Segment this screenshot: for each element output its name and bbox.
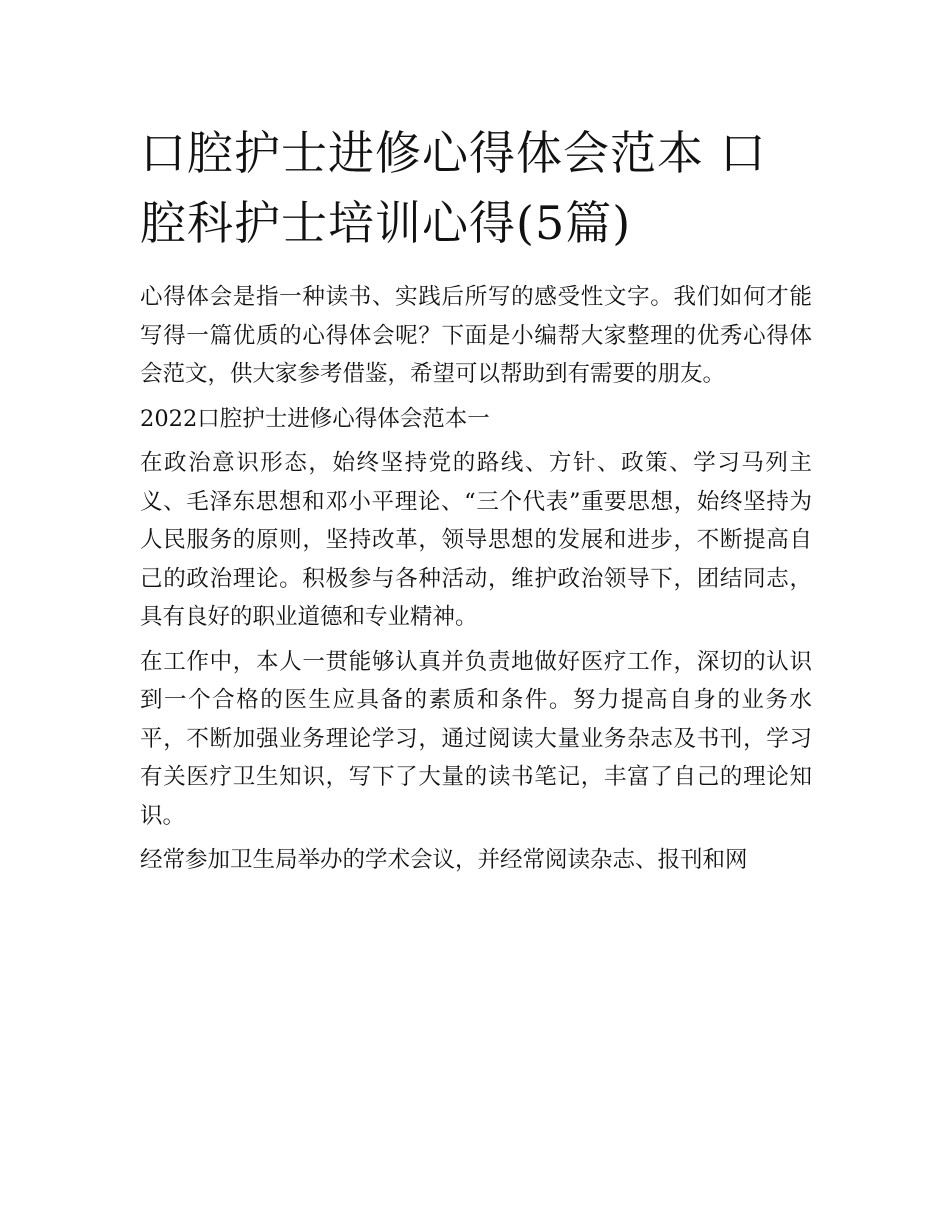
body-paragraph-2: 在工作中，本人一贯能够认真并负责地做好医疗工作，深切的认识到一个合格的医生应具备的素质和条件。努力提高自身的业务水平，不断加强业务理论学习，通过阅读大量业务杂志及书刊，学习有关医疗卫生知识，写下了大量的读书笔记，丰富了自己的理论知识。 — [140, 648, 812, 829]
section-heading: 2022口腔护士进修心得体会范本一 — [140, 405, 490, 432]
intro-paragraph: 心得体会是指一种读书、实践后所写的感受性文字。我们如何才能写得一篇优质的心得体会呢？下面是小编帮大家整理的优秀心得体会范文，供大家参考借鉴，希望可以帮助到有需要的朋友。 — [140, 284, 812, 387]
body-paragraph-3: 经常参加卫生局举办的学术会议，并经常阅读杂志、报刊和网 — [140, 847, 748, 873]
body-paragraph-1: 在政治意识形态，始终坚持党的路线、方针、政策、学习马列主义、毛泽东思想和邓小平理论、“三个代表”重要思想，始终坚持为人民服务的原则，坚持改革，领导思想的发展和进步，不断提高自己的政治理论。积极参与各种活动，维护政治领导下，团结同志，具有良好的职业道德和专业精神。 — [140, 450, 812, 630]
document-title: 口腔护士进修心得体会范本 口腔科护士培训心得(5篇) — [140, 126, 767, 250]
document-body — [140, 278, 812, 880]
document-page — [140, 118, 812, 886]
